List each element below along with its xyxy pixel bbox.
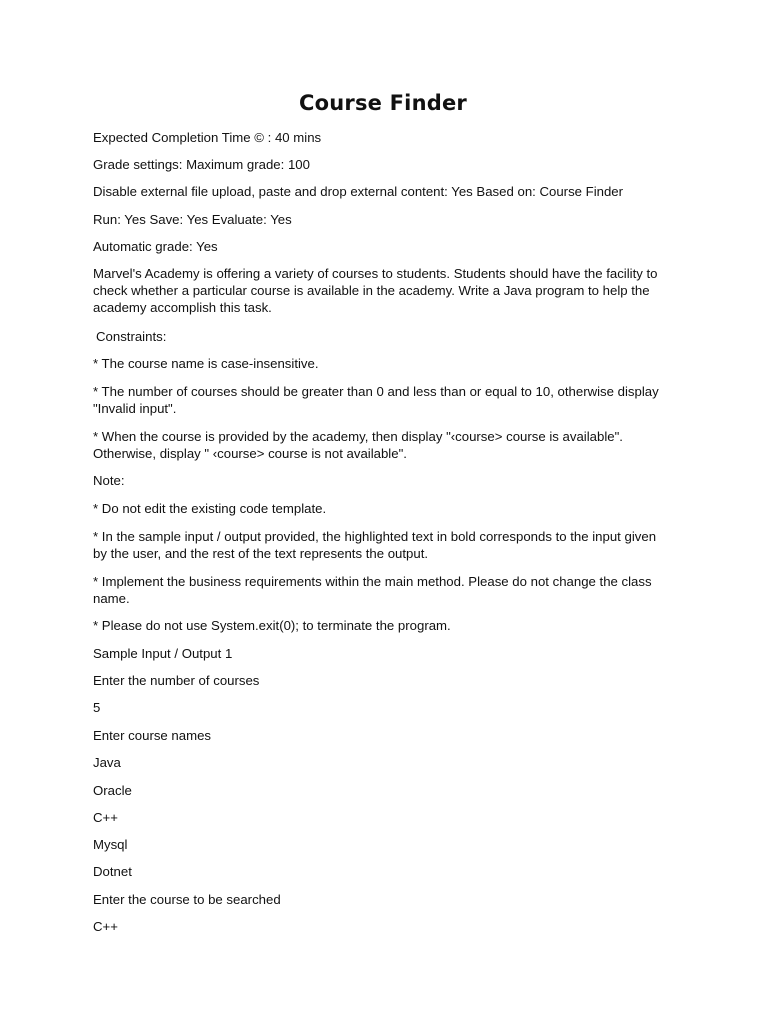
sample-line: 5 [93,700,101,715]
grade-settings-line: Grade settings: Maximum grade: 100 [93,157,310,172]
constraint-case-insensitive: * The course name is case-insensitive. [93,356,319,371]
note-heading: Note: [93,473,125,488]
note-main-method: * Implement the business requirements within the main method. Please do not change the class name. [93,574,652,606]
document-title: Course Finder [299,91,467,115]
run-save-evaluate-line: Run: Yes Save: Yes Evaluate: Yes [93,212,292,227]
upload-settings-line: Disable external file upload, paste and drop external content: Yes Based on: Course Finder [93,184,624,199]
note-system-exit: * Please do not use System.exit(0); to terminate the program. [93,618,451,633]
sample-line: Dotnet [93,864,132,879]
sample-line: C++ [93,810,118,825]
sample-line: Oracle [93,783,132,798]
sample-line: C++ [93,919,118,934]
constraint-availability-output: * When the course is provided by the academy, then display "‹course> course is available". Otherwise, display " ‹course> course is not available". [93,429,623,461]
note-bold-input: * In the sample input / output provided, the highlighted text in bold corresponds to the input given by the user, and the rest of the text represents the output. [93,529,657,561]
sample-line: Java [93,755,121,770]
problem-description: Marvel's Academy is offering a variety of courses to students. Students should have the facility to check whether a particular course is available in the academy. Write a Java program to help the academy accomplish this task. [93,266,658,315]
sample-line: Enter the course to be searched [93,892,281,907]
sample-line: Enter the number of courses [93,673,260,688]
note-template: * Do not edit the existing code template. [93,501,327,516]
automatic-grade-line: Automatic grade: Yes [93,239,218,254]
sample-line: Enter course names [93,728,212,743]
sample-heading: Sample Input / Output 1 [93,646,233,661]
sample-line: Mysql [93,837,128,852]
constraint-course-count: * The number of courses should be greater than 0 and less than or equal to 10, otherwise display "Invalid input". [93,384,659,416]
completion-time-line: Expected Completion Time © : 40 mins [93,130,322,145]
constraints-heading: Constraints: [96,329,167,344]
